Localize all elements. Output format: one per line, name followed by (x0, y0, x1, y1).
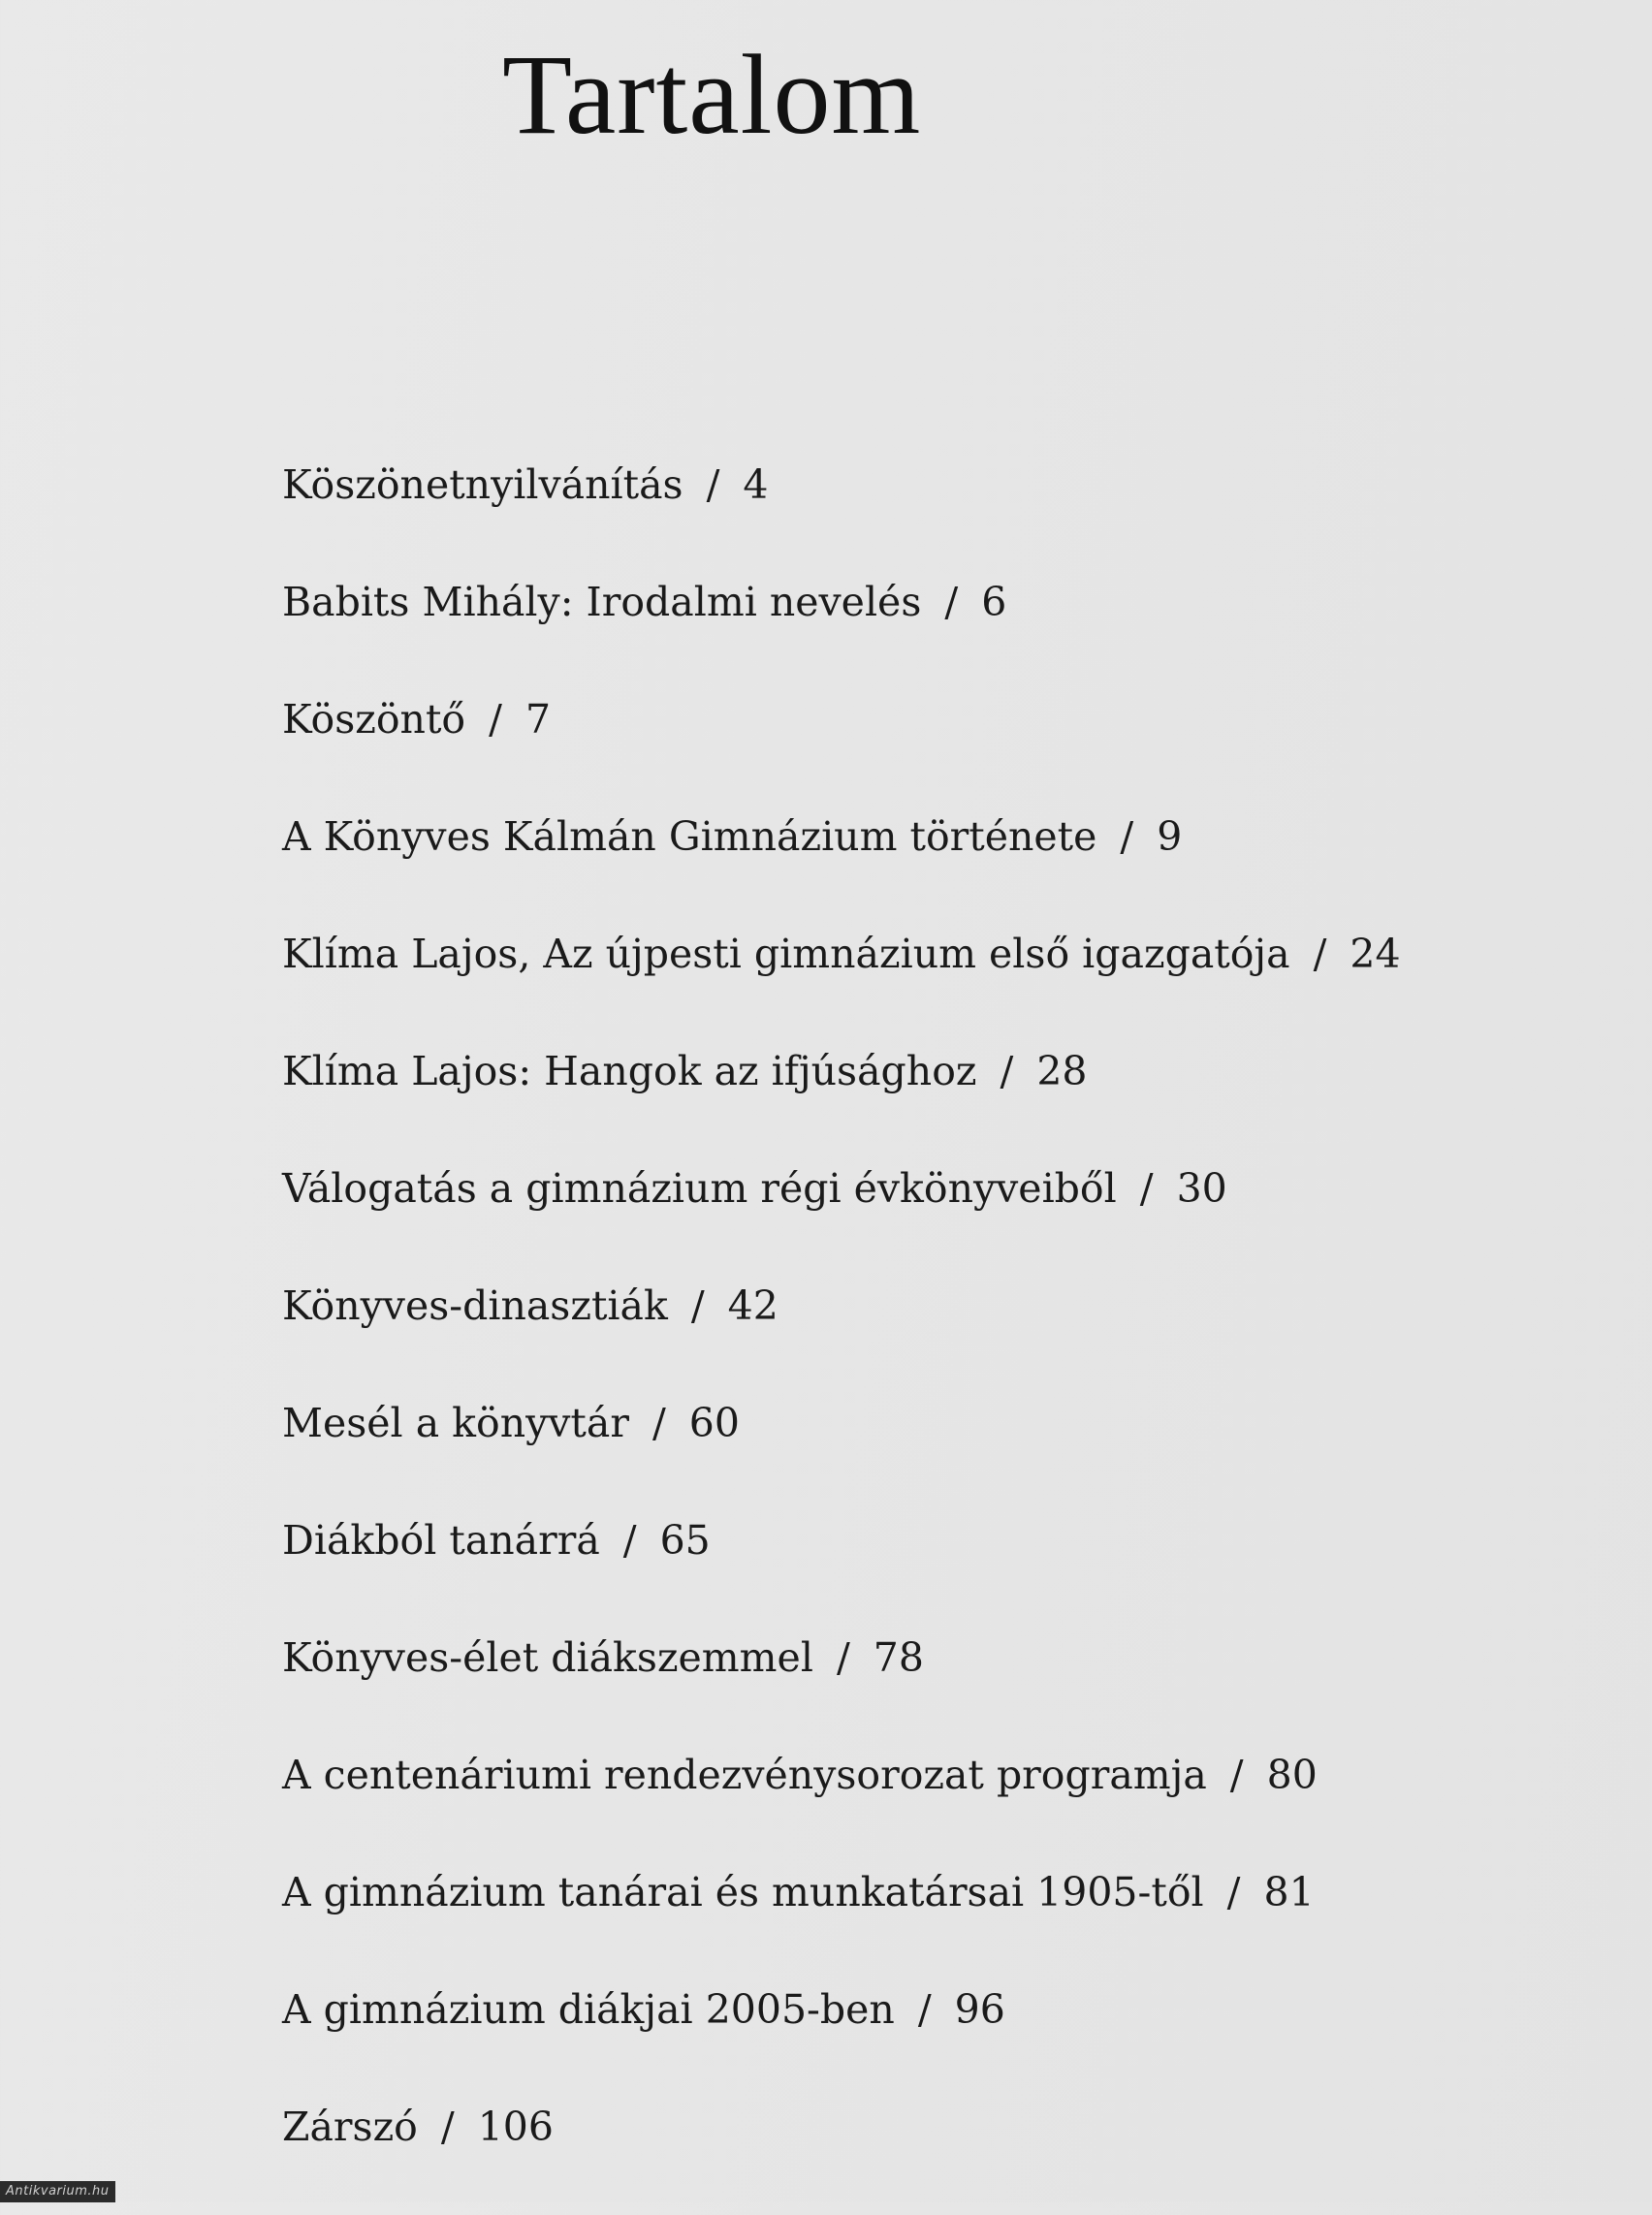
toc-entry (282, 1394, 1401, 1511)
toc-entry-page: 78 (873, 1634, 924, 1681)
toc-entry-page: 60 (688, 1400, 740, 1446)
toc-entry-title: Könyves-dinasztiák (282, 1282, 668, 1329)
toc-entry (282, 1511, 1401, 1629)
toc-entry (282, 1159, 1401, 1277)
toc-entry-page: 4 (743, 461, 769, 508)
toc-entry (282, 1629, 1401, 1746)
toc-separator: / (1229, 1752, 1244, 1798)
toc-entry-title: Könyves-élet diákszemmel (282, 1634, 813, 1681)
toc-entry-page: 80 (1266, 1752, 1318, 1798)
toc-entry-title: Babits Mihály: Irodalmi nevelés (282, 579, 922, 625)
toc-entry (282, 1980, 1401, 2098)
watermark: Antikvarium.hu (0, 2181, 115, 2202)
table-of-contents (282, 456, 1401, 2215)
toc-entry-title: Klíma Lajos, Az újpesti gimnázium első igazgatója (282, 931, 1290, 977)
toc-entry-page: 9 (1157, 813, 1183, 860)
toc-entry-page: 96 (954, 1986, 1005, 2033)
toc-entry (282, 1042, 1401, 1159)
toc-entry (282, 690, 1401, 807)
toc-separator: / (1120, 813, 1134, 860)
toc-entry-page: 6 (981, 579, 1007, 625)
toc-entry (282, 573, 1401, 690)
toc-entry-title: A centenáriumi rendezvénysorozat programja (282, 1752, 1207, 1798)
toc-entry (282, 1746, 1401, 1863)
toc-separator: / (1000, 1048, 1014, 1094)
toc-entry-page: 81 (1263, 1869, 1315, 1915)
toc-entry (282, 456, 1401, 573)
toc-separator: / (690, 1282, 705, 1329)
toc-entry-title: A gimnázium diákjai 2005-ben (282, 1986, 895, 2033)
toc-entry (282, 1863, 1401, 1980)
toc-separator: / (1226, 1869, 1241, 1915)
toc-entry-page: 7 (524, 696, 552, 743)
toc-entry-title: Válogatás a gimnázium régi évkönyveiből (282, 1165, 1117, 1212)
toc-separator: / (489, 696, 502, 743)
toc-entry-title: Diákból tanárrá (282, 1517, 600, 1564)
toc-entry-page: 42 (727, 1282, 778, 1329)
toc-separator: / (651, 1400, 666, 1446)
toc-entry-page: 24 (1350, 931, 1401, 977)
toc-entry-page: 30 (1176, 1165, 1227, 1212)
toc-entry-title: Klíma Lajos: Hangok az ifjúsághoz (282, 1048, 977, 1094)
toc-entry-title: Mesél a könyvtár (282, 1400, 629, 1446)
toc-separator: / (1139, 1165, 1154, 1212)
toc-entry-page: 65 (659, 1517, 711, 1564)
toc-entry-title: Köszönetnyilvánítás (282, 461, 683, 508)
toc-entry (282, 1277, 1401, 1394)
toc-entry (282, 925, 1401, 1042)
page-title: Tartalom (502, 31, 922, 158)
toc-separator: / (836, 1634, 850, 1681)
toc-entry-title: Zárszó (282, 2104, 418, 2150)
toc-separator: / (622, 1517, 637, 1564)
toc-entry-page: 28 (1036, 1048, 1088, 1094)
toc-separator: / (1313, 931, 1327, 977)
toc-separator: / (944, 579, 959, 625)
toc-entry-title: A gimnázium tanárai és munkatársai 1905-től (282, 1869, 1204, 1915)
toc-entry (282, 2098, 1401, 2215)
toc-entry-title: Köszöntő (282, 696, 466, 743)
toc-separator: / (917, 1986, 932, 2033)
toc-entry (282, 807, 1401, 925)
toc-separator: / (440, 2104, 455, 2150)
toc-entry-page: 106 (477, 2104, 554, 2150)
toc-separator: / (706, 461, 720, 508)
toc-entry-title: A Könyves Kálmán Gimnázium története (282, 813, 1097, 860)
